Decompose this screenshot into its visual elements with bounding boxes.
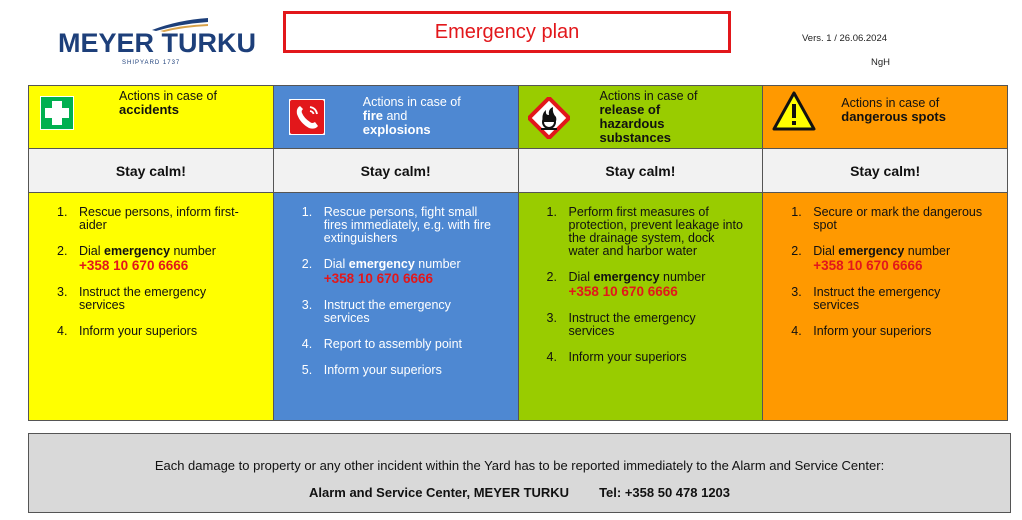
explosions-title: explosions xyxy=(362,122,431,137)
accidents-instructions xyxy=(28,192,274,421)
step-item: 2. Dial emergency number +358 10 670 6666 xyxy=(547,271,745,299)
step-item: 4. Inform your superiors xyxy=(546,350,687,364)
page-title: Emergency plan xyxy=(434,20,580,43)
step-item: 3. Instruct the emergency services xyxy=(57,285,207,312)
hazardous-header-text: Actions in case of release of hazardous substances xyxy=(600,89,760,145)
step-item: 2. Dial emergency number +358 10 670 6666 xyxy=(791,245,989,273)
step-item: 1. Perform first measures of protection, prevent leakage into the drainage system, dock water and harbor water xyxy=(546,205,743,258)
fire-title: fire xyxy=(362,108,383,123)
hazardous-header xyxy=(518,85,764,149)
step-item: 3. Instruct the emergency services xyxy=(546,311,696,338)
hazardous-title: release of hazardous substances xyxy=(599,102,672,145)
dangerous-spots-steps xyxy=(791,206,989,338)
stay-calm-cell: Stay calm! xyxy=(28,148,274,193)
step-item: 3. Instruct the emergency services xyxy=(301,298,451,325)
alarm-center-name: Alarm and Service Center, MEYER TURKU xyxy=(308,485,570,500)
warning-triangle-icon xyxy=(772,91,816,131)
emergency-grid xyxy=(28,85,1011,421)
stay-calm-cell: Stay calm! xyxy=(518,148,764,193)
logo-subtitle: SHIPYARD 1737 xyxy=(122,60,181,66)
author-initials: NgH xyxy=(871,57,891,68)
fire-steps xyxy=(302,206,500,377)
footer-notice xyxy=(28,433,1011,513)
emergency-phone: +358 10 670 6666 xyxy=(813,258,923,273)
step-item: 3. Instruct the emergency services xyxy=(791,285,941,312)
step-item: 1. Secure or mark the dangerous spot xyxy=(791,205,983,232)
version-text: Vers. 1 / 26.06.2024 xyxy=(802,33,888,44)
step-item: 2. Dial emergency number +358 10 670 6666 xyxy=(57,245,255,273)
step-item: 4. Report to assembly point xyxy=(301,337,463,351)
accidents-steps xyxy=(57,206,255,338)
alarm-center-contact xyxy=(29,485,1010,500)
emergency-phone: +358 10 670 6666 xyxy=(568,284,678,299)
hazardous-instructions xyxy=(518,192,764,421)
accidents-title: accidents xyxy=(119,102,179,117)
logo-text: MEYER TURKU xyxy=(58,28,257,58)
fire-telephone-icon xyxy=(289,99,325,135)
report-notice: Each damage to property or any other incident within the Yard has to be reported immediately to the Alarm and Service Center: xyxy=(154,458,885,473)
meyer-turku-logo xyxy=(58,18,258,68)
emergency-phone: +358 10 670 6666 xyxy=(79,258,189,273)
oxidizing-hazard-icon xyxy=(528,97,570,139)
fire-header xyxy=(273,85,519,149)
stay-calm-cell: Stay calm! xyxy=(273,148,519,193)
accidents-header xyxy=(28,85,274,149)
instructions-row xyxy=(28,193,1011,421)
step-item: 5. Inform your superiors xyxy=(301,363,442,377)
dangerous-spots-header xyxy=(762,85,1008,149)
step-item: 2. Dial emergency number +358 10 670 6666 xyxy=(302,258,500,286)
dangerous-spots-header-text: Actions in case of dangerous spots xyxy=(841,96,946,124)
step-item: 1. Rescue persons, inform first-aider xyxy=(57,205,239,232)
title-box xyxy=(283,11,731,53)
alarm-center-phone: Tel: +358 50 478 1203 xyxy=(599,485,731,500)
first-aid-cross-icon xyxy=(40,96,74,130)
fire-instructions xyxy=(273,192,519,421)
hazardous-steps xyxy=(547,206,745,364)
stay-calm-cell: Stay calm! xyxy=(762,148,1008,193)
stay-calm-row xyxy=(28,149,1011,193)
dangerous-spots-instructions xyxy=(762,192,1008,421)
step-item: 4. Inform your superiors xyxy=(57,324,198,338)
accidents-header-text: Actions in case of accidents xyxy=(119,89,217,117)
fire-header-text: Actions in case of fire and explosions xyxy=(362,95,461,137)
step-item: 1. Rescue persons, fight small fires immediately, e.g. with fire extinguishers xyxy=(301,205,491,245)
category-header-row xyxy=(28,85,1011,149)
dangerous-spots-title: dangerous spots xyxy=(841,109,946,124)
emergency-phone: +358 10 670 6666 xyxy=(323,271,433,286)
step-item: 4. Inform your superiors xyxy=(791,324,932,338)
